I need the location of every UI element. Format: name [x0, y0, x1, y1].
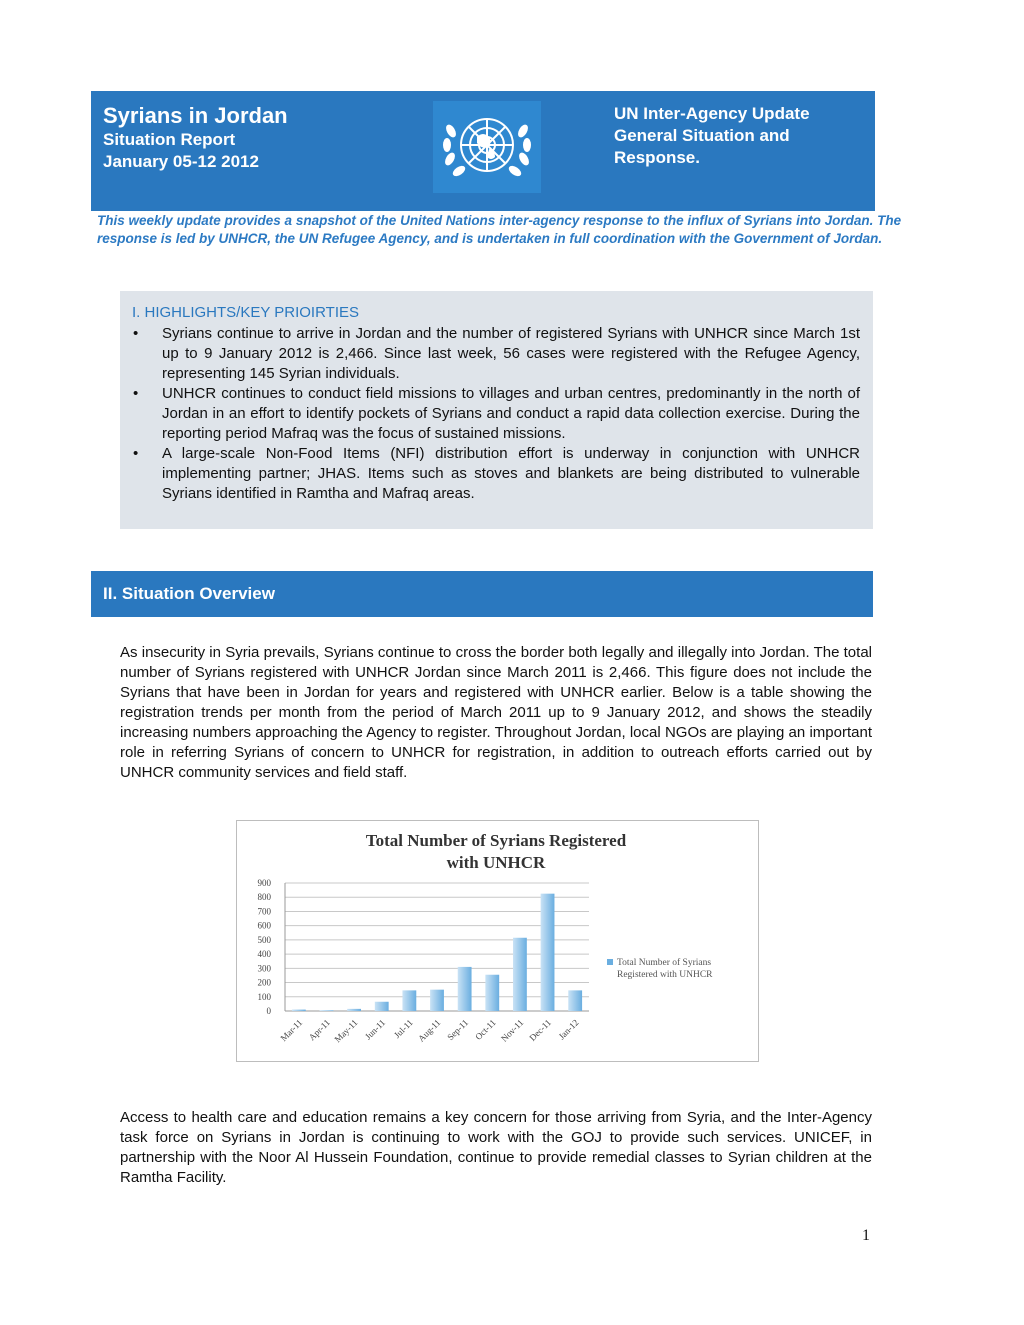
bar	[458, 967, 472, 1011]
x-tick-label: May-11	[332, 1017, 360, 1045]
x-tick-label: Jan-12	[556, 1017, 581, 1042]
list-item	[133, 384, 860, 444]
bullet-icon: •	[133, 325, 139, 342]
y-tick-label: 0	[266, 1006, 271, 1016]
x-tick-label: Sep-11	[445, 1017, 471, 1043]
legend-swatch	[607, 959, 613, 965]
bullet-icon: •	[133, 445, 139, 462]
chart-title: with UNHCR	[446, 853, 546, 872]
access-paragraph: Access to health care and education remains a key concern for those arriving from Syria, and the Inter-Agency task force on Syrians in Jordan is continuing to work with the GOJ to provide such services. UNICEF, in partnership with the Noor Al Hussein Foundation, continue to provide remedial classes to Syrian children at the Ramtha Facility.	[120, 1109, 872, 1186]
report-date: January 05-12 2012	[103, 152, 259, 171]
highlight-text: Syrians continue to arrive in Jordan and the number of registered Syrians with UNHCR since March 1st up to 9 January 2012 is 2,466. Since last week, 56 cases were registered with the Refugee Agency, representing 145 Syrian individuals.	[162, 325, 860, 382]
registration-chart	[236, 820, 759, 1062]
x-tick-label: Nov-11	[499, 1017, 526, 1044]
bar	[541, 894, 555, 1011]
y-tick-label: 300	[257, 963, 271, 974]
banner-right-line-2: General Situation and	[614, 126, 790, 145]
bar	[402, 990, 416, 1011]
bar	[375, 1002, 389, 1011]
y-tick-label: 900	[257, 878, 271, 888]
y-tick-label: 800	[257, 892, 271, 903]
bar	[568, 990, 582, 1011]
bar	[430, 990, 444, 1011]
y-tick-label: 500	[257, 934, 271, 945]
banner-right	[614, 103, 854, 169]
x-tick-label: Oct-11	[473, 1017, 498, 1042]
banner-right-line-1: UN Inter-Agency Update	[614, 104, 810, 123]
header-banner	[91, 91, 875, 211]
bar	[320, 1010, 334, 1011]
intro-text: This weekly update provides a snapshot of the United Nations inter-agency response to the influx of Syrians into Jordan. The response is led by UNHCR, the UN Refugee Agency, and is undertaken in full coordination with the Government of Jordan.	[97, 213, 902, 246]
highlights-list	[120, 324, 860, 504]
x-tick-label: Apr-11	[306, 1017, 332, 1043]
x-tick-label: Jul-11	[392, 1017, 415, 1041]
banner-left	[103, 103, 288, 173]
section-title: II. Situation Overview	[103, 584, 275, 603]
report-subtitle: Situation Report	[103, 130, 236, 149]
list-item	[133, 324, 860, 384]
x-tick-label: Dec-11	[527, 1017, 553, 1043]
y-tick-label: 100	[257, 991, 271, 1002]
bar	[485, 975, 499, 1011]
overview-paragraph: As insecurity in Syria prevails, Syrians continue to cross the border both legally and illegally into Jordan. The total number of Syrians registered with UNHCR Jordan since March 2011 is 2,466. This figure does not include the Syrians that have been in Jordan for years and registered with UNHCR earlier. Below is a table showing the registration trends per month from the period of March 2011 up to 9 January 2012, and shows the steadily increasing numbers approaching the Agency to register. Throughout Jordan, local NGOs are playing an important role in referring Syrians of concern to UNHCR for registration, in addition to outreach efforts carried out by UNHCR community services and field staff.	[120, 644, 872, 781]
highlights-box	[120, 291, 873, 529]
x-tick-label: Mar-11	[278, 1017, 305, 1044]
x-tick-label: Aug-11	[416, 1017, 443, 1044]
chart-canvas	[237, 821, 758, 1061]
y-tick-label: 700	[257, 906, 271, 917]
highlights-title: I. HIGHLIGHTS/KEY PRIOIRTIES	[132, 304, 359, 321]
bullet-icon: •	[133, 385, 139, 402]
y-tick-label: 600	[257, 920, 271, 931]
y-tick-label: 200	[257, 977, 271, 988]
bar	[347, 1009, 361, 1011]
bar	[513, 938, 527, 1011]
page-number: 1	[862, 1227, 870, 1244]
highlight-text: UNHCR continues to conduct field missions to villages and urban centres, predominantly in the north of Jordan in an effort to identify pockets of Syrians and conduct a rapid data collection exercise. During the reporting period Mafraq was the focus of sustained missions.	[162, 385, 860, 442]
legend-label: Registered with UNHCR	[617, 970, 713, 980]
highlight-text: A large-scale Non-Food Items (NFI) distribution effort is underway in conjunction with UNHCR implementing partner; JHAS. Items such as stoves and blankets are being distributed to vulnerable Syrians identified in Ramtha and Mafraq areas.	[162, 445, 860, 502]
section-header	[91, 571, 873, 617]
chart-title: Total Number of Syrians Registered	[365, 831, 627, 850]
banner-right-line-3: Response.	[614, 148, 700, 167]
report-title: Syrians in Jordan	[103, 103, 288, 128]
x-tick-label: Jun-11	[362, 1017, 388, 1042]
legend-label: Total Number of Syrians	[617, 958, 712, 968]
y-tick-label: 400	[257, 949, 271, 960]
un-emblem-icon	[433, 101, 541, 193]
bar	[292, 1010, 306, 1011]
list-item	[133, 444, 860, 504]
